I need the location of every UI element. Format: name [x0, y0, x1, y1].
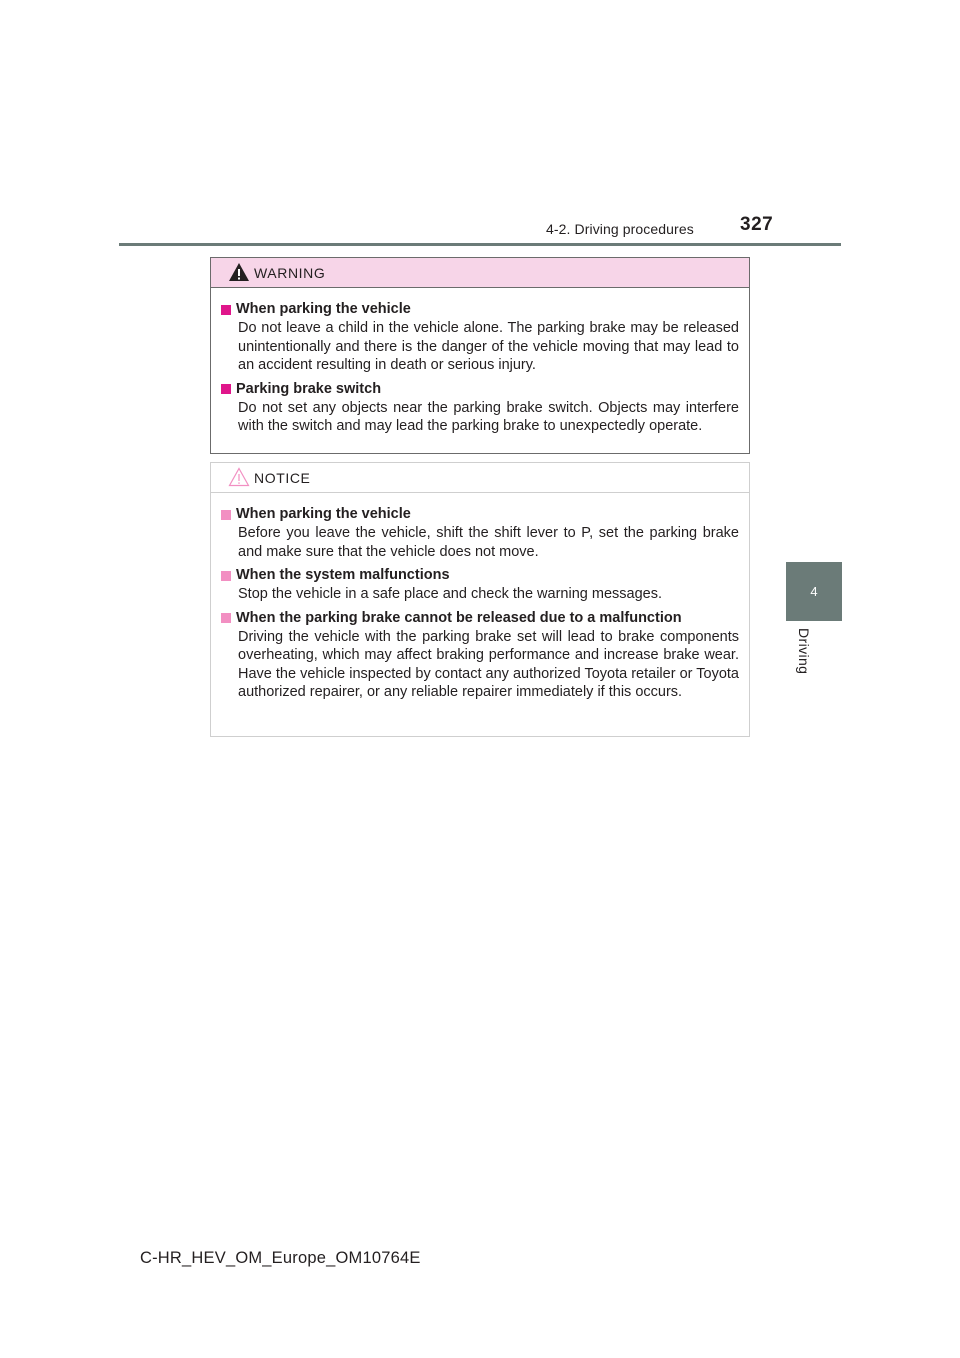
square-bullet-icon: [221, 613, 231, 623]
square-bullet-icon: [221, 571, 231, 581]
notice-header: [211, 463, 749, 493]
notice-box: [210, 462, 750, 737]
warning-item: [221, 300, 739, 375]
section-title: 4-2. Driving procedures: [546, 221, 694, 237]
notice-item: [221, 505, 739, 561]
notice-item: [221, 566, 739, 604]
warning-body: [211, 288, 749, 436]
chapter-tab: [786, 562, 842, 621]
square-bullet-icon: [221, 305, 231, 315]
page-number: 327: [740, 214, 774, 235]
warning-item-text: Do not set any objects near the parking brake switch. Objects may interfere with the switch and may lead the parking brake to unexpectedly operate.: [238, 399, 739, 434]
warning-box: [210, 257, 750, 454]
warning-triangle-icon: [228, 262, 250, 282]
warning-item: [221, 380, 739, 436]
notice-item-heading: When parking the vehicle: [236, 506, 411, 522]
warning-title: WARNING: [254, 265, 326, 281]
chapter-number: 4: [810, 584, 818, 599]
warning-item-heading: Parking brake switch: [236, 380, 382, 397]
notice-item-heading: When the parking brake cannot be released due to a malfunction: [236, 609, 682, 626]
square-bullet-icon: [221, 510, 231, 520]
notice-item-text: Before you leave the vehicle, shift the shift lever to P, set the parking brake and make sure that the vehicle does not move.: [238, 525, 739, 560]
notice-body: [211, 493, 749, 702]
notice-item-text: Stop the vehicle in a safe place and check the warning messages.: [238, 586, 662, 602]
document-code: C-HR_HEV_OM_Europe_OM10764E: [140, 1249, 421, 1267]
chapter-label: Driving: [796, 628, 812, 675]
notice-title: NOTICE: [254, 470, 311, 486]
notice-item: [221, 609, 739, 702]
notice-item-heading: When the system malfunctions: [236, 567, 450, 583]
warning-header: [211, 258, 749, 288]
warning-item-heading: When parking the vehicle: [236, 301, 411, 317]
square-bullet-icon: [221, 384, 231, 394]
caution-triangle-outline-icon: [228, 467, 250, 487]
header-rule: [119, 243, 841, 246]
warning-item-text: Do not leave a child in the vehicle alone. The parking brake may be released unintentionally and there is the danger of the vehicle moving that may lead to an accident resulting in death or serious injury.: [238, 320, 739, 373]
notice-item-text: Driving the vehicle with the parking brake set will lead to brake components overheating, which may affect braking performance and increase brake wear. Have the vehicle inspected by contact any authorized Toyota retailer or Toyota authorized repairer, or any reliable repairer immediately if this occurs.: [238, 628, 739, 700]
